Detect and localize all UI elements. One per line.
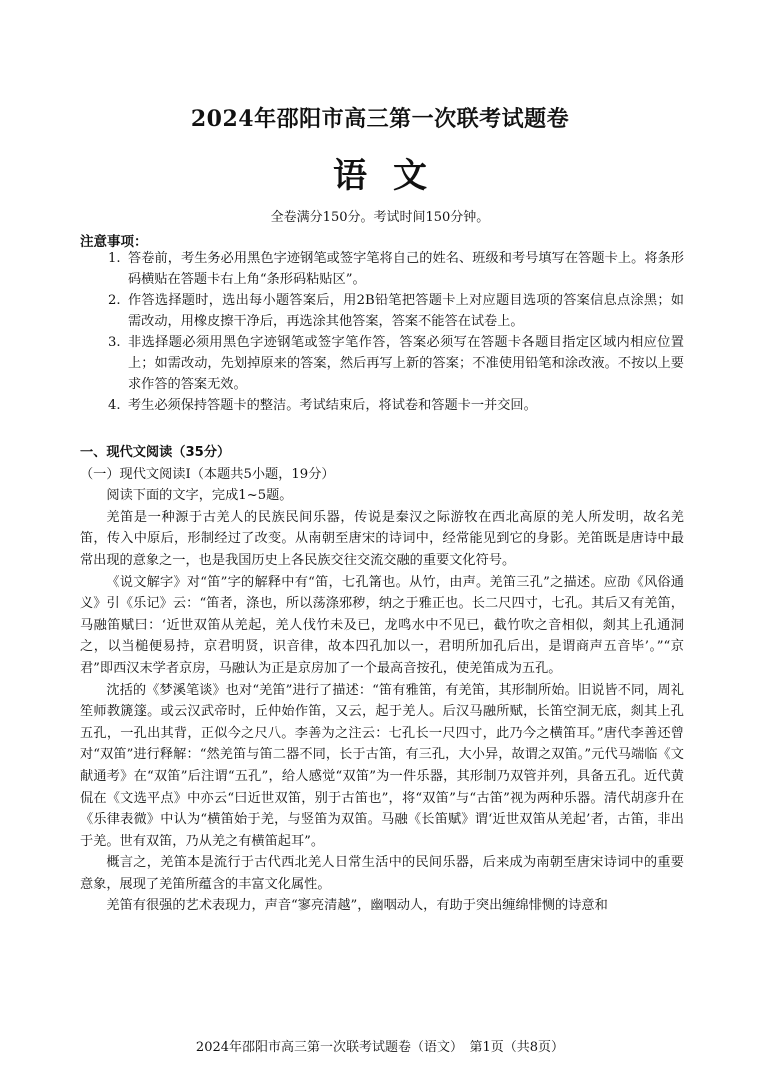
passage-paragraph: 羌笛是一种源于古羌人的民族民间乐器，传说是秦汉之际游牧在西北高原的羌人所发明，故名羌笛，传入中原后，形制经过了改变。从南朝至唐宋的诗词中，经常能见到它的身影。羌笛既是唐诗中最常出现的意象之一，也是我国历史上各民族交往交流交融的重要文化符号。	[80, 509, 684, 568]
section-heading: 一、现代文阅读（35分）	[80, 445, 231, 460]
exam-title: 2024年邵阳市高三第一次联考试题卷	[190, 106, 570, 132]
reading-instruction: 阅读下面的文字，完成1~5题。	[106, 488, 293, 504]
note-number: 2.	[108, 293, 121, 308]
note-item	[108, 395, 684, 416]
note-number: 1.	[108, 251, 121, 266]
page-footer: 2024年邵阳市高三第一次联考试题卷（语文） 第1页（共8页）	[195, 1040, 565, 1055]
note-text: 作答选择题时，选出每小题答案后，用2B铅笔把答题卡上对应题目选项的答案信息点涂黑；如需改动，用橡皮擦干净后，再选涂其他答案，答案不能答在试卷上。	[128, 293, 684, 329]
note-number: 4.	[108, 398, 121, 413]
reading-section	[80, 442, 684, 917]
subject-title: 语文	[333, 156, 453, 196]
note-text: 非选择题必须用黑色字迹钢笔或签字笔作答，答案必须写在答题卡各题目指定区域内相应位置上；如需改动，先划掉原来的答案，然后再写上新的答案；不准使用铅笔和涂改液。不按以上要求作答的答案无效。	[128, 335, 684, 392]
note-item	[108, 332, 684, 395]
passage-paragraph: 《说文解字》对“笛”字的解释中有“笛，七孔筩也。从竹，由声。羌笛三孔”之描述。应劭《风俗通义》引《乐记》云：“笛者，涤也，所以荡涤邪秽，纳之于雅正也。长二尺四寸，七孔。其后又有羌笛，马融笛赋曰：‘近世双笛从羌起，羌人伐竹未及已，龙鸣水中不见已，截竹吹之音相似，剡其上孔通洞之，以当槌便易持，京君明贤，识音律，故本四孔加以一，君明所加孔后出，是谓商声五音毕’。”“京君”即西汉末学者京房，马融认为正是京房加了一个最高音按孔，使羌笛成为五孔。	[80, 574, 684, 676]
subsection-heading: （一）现代文阅读Ⅰ（本题共5小题，19分）	[80, 466, 335, 482]
note-number: 3.	[108, 335, 121, 350]
notes-heading: 注意事项：	[80, 234, 148, 250]
note-text: 考生必须保持答题卡的整洁。考试结束后，将试卷和答题卡一并交回。	[128, 398, 537, 413]
notes-list	[108, 248, 684, 416]
passage-paragraph: 概言之，羌笛本是流行于古代西北羌人日常生活中的民间乐器，后来成为南朝至唐宋诗词中的重要意象，展现了羌笛所蕴含的丰富文化属性。	[80, 855, 684, 892]
passage-paragraph: 羌笛有很强的艺术表现力，声音“寥亮清越”，幽咽动人，有助于突出缠绵悱恻的诗意和	[106, 898, 608, 914]
note-text: 答卷前，考生务必用黑色字迹钢笔或签字笔将自己的姓名、班级和考号填写在答题卡上。将条形码横贴在答题卡右上角“条形码粘贴区”。	[128, 251, 684, 287]
note-item	[108, 290, 684, 332]
exam-meta: 全卷满分150分。考试时间150分钟。	[270, 210, 490, 225]
note-item	[108, 248, 684, 290]
passage-paragraph: 沈括的《梦溪笔谈》也对“羌笛”进行了描述：“笛有雅笛，有羌笛，其形制所始。旧说皆不同，周礼笙师教篪篴。或云汉武帝时，丘仲始作笛，又云，起于羌人。后汉马融所赋，长笛空洞无底，剡其上孔五孔，一孔出其背，正似今之尺八。李善为之注云：七孔长一尺四寸，此乃今之横笛耳。”唐代李善还曾对“双笛”进行释解：“然羌笛与笛二器不同，长于古笛，有三孔，大小异，故谓之双笛。”元代马端临《文献通考》在“双笛”后注谓“五孔”，给人感觉“双笛”为一件乐器，其形制乃双管并列，具备五孔。近代黄侃在《文选平点》中亦云“曰近世双笛，别于古笛也”，将“双笛”与“古笛”视为两种乐器。清代胡彦升在《乐律表微》中认为“横笛始于羌，与竖笛为双笛。马融《长笛赋》谓‘近世双笛从羌起’者，古笛，非出于羌。世有双笛，乃从羌之有横笛起耳”。	[80, 682, 684, 849]
